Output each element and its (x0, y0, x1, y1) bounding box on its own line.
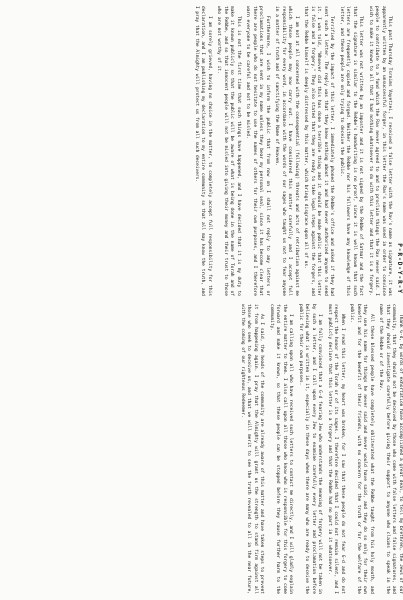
page-code: P-R-D-Y-R-Y (396, 243, 403, 294)
right-paragraph-6: As I said, the heads of the community are already aware of this matter and have taken steps to prevent it from happening again. I pray that the Almighty will grant us the strength to stand firm against all those who seek to deceive us, and that we will merit to see the truth revealed to all in the near future, with the coming of our righteous Redeemer. (240, 304, 265, 594)
right-paragraph-1: Thank G-d, by words of exhortation have accomplished a great deal, to tell my brethren, the Jews of our community, that they should not be deceived by those who come with false letters and false signatures, and that they should investigate carefully before giving their support to anyone who claims to speak in the name of the Rebbe or of the Rav. (378, 304, 403, 594)
left-paragraph-2: This letter was not written by an imposter and it is not signed by the Rebbe of Satmar and the fact that the signature is similar to the Rebbe's handwriting is no proof, since it is well known that such letters are frequently copied and forged. Neither the Rebbe nor his followers have any knowledge of this letter, and these people are only trying to deceive the public. (339, 6, 364, 296)
left-paragraph-3: Terrified by the impact of this letter, I immediately phoned the Rebbe's office and asked if they had sent such a letter. The reply was that they knew nothing about it and had never authorized anyone to send it. I was told, "Whoever did this has done a terrible thing and it should be made public that this letter is false and a forgery." They also stated that they are ready to take legal steps against the forgers, and that the Rebbe himself is deeply distressed by this matter, which brings disgrace upon all of us. (303, 6, 335, 296)
left-paragraph-5: Furthermore, I wish to inform the public that from now on I shall not reply to any letters or proclamations that are sent in my name unless they bear my personal seal, since it has become clear that there are people who do not hesitate to use the names of others for their own purposes, and I therefore warn everyone to be careful and not to be misled. (245, 6, 270, 296)
right-paragraph-3: When I read this letter, my heart was broken, for I saw that these people do not fear G-d and do not respect the honor of the Torah or of its sages. I therefore decided that I could not remain silent, and I must publicly declare that this letter is a forgery and that the Rebbe had no part in it whatsoever. (327, 304, 345, 594)
left-column (12, 6, 403, 296)
right-paragraph-5: I am calling upon all who have received such letters to contact me directly, and I will gladly explain the entire matter to them. I also call upon all those who know who is responsible for this forgery to come forward and make it known, so that these people can be stopped before they cause further harm to the community. (269, 304, 294, 594)
left-paragraph-1: This past Thursday Tsrnims Vayetzei, I received a false letter with the Rav's name as signature, it was apparently written by an unsuccessful forger, in this letter the Rav's name was used in order to convince people to contribute to a fund which the Rav never agreed to and to proclaim things the Rav never said. I wish to make it known to all that I had nothing whatsoever to do with this letter and that it is a forgery. (368, 6, 393, 296)
right-paragraph-2: All these blessed people have completely obliterated what the Rebbe taught from his holy mouth, and they use his name for things he never said and never would have said, and they do so only for their own benefit and for the benefit of their friends, with no concern for the truth or for the welfare of the public. (349, 304, 374, 594)
left-paragraph-6: This is not the first time that such things have happened, and I have decided that it is my duty to make it known publicly so that the public will be aware of what is being done in the name of Torah and of the Rebbe, and so that innocent people will not be misled into giving their money and their trust to those who are not worthy of it. (216, 6, 241, 296)
left-paragraph-7: I am sorely grieved, having no choice in the matter, to completely accept full responsibility for this declaration, and I am publishing my declaration to my entire community so that all may know the truth, and I pray that the Almighty will protect us from all such deceivers. (194, 6, 212, 296)
left-paragraph-4: I am not at all concerned with the consequential (following) threats and acts of retribution against me which those people may now carry out. I have considered this matter carefully and I accept full responsibility for every word, in accordance with the words of our sages who taught us not to fear anyone in a matter of truth and of sanctifying the Name of Heaven. (274, 6, 299, 296)
right-column (12, 304, 403, 594)
right-paragraph-4: I am fully convinced that a G-d fearing Jew who understands the meaning of forgery will not be taken in by such a letter, and I call upon every Jew to examine carefully every letter and proclamation before believing what is written in it, especially in these days when there are many who are ready to deceive the public for their own purposes. (298, 304, 323, 594)
